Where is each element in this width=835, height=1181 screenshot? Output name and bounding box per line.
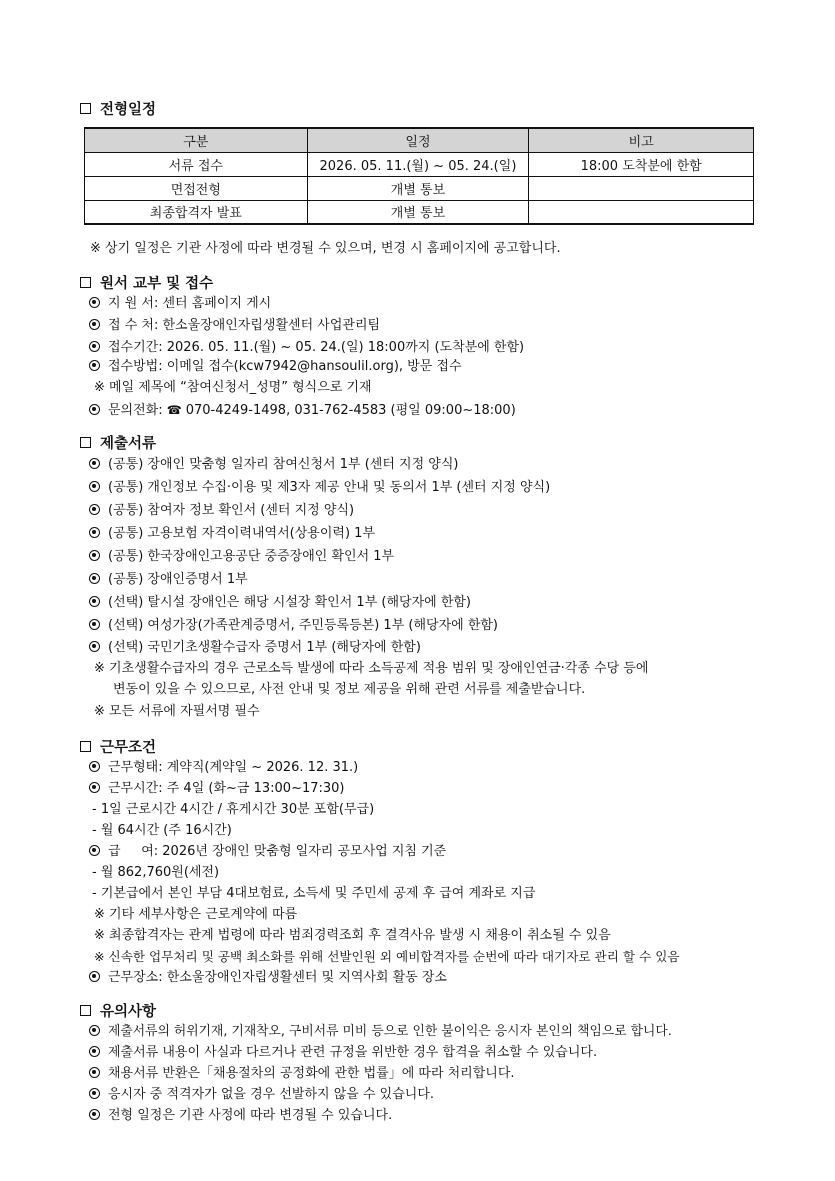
table-cell: 면접전형 xyxy=(85,176,308,200)
bullet-icon xyxy=(89,1046,100,1057)
documents-note: 변동이 있을 수 있으므로, 사전 안내 및 정보 제공을 위해 관련 서류를 제출받습니다. xyxy=(113,682,586,697)
section-title-text: 제출서류 xyxy=(100,436,157,452)
bullet-icon xyxy=(89,1067,100,1078)
contact-line: 문의전화: ☎ 070-4249-1498, 031-762-4583 (평일 09:00~18:00) xyxy=(89,402,516,419)
list-item: 응시자 중 적격자가 없을 경우 선발하지 않을 수 있습니다. xyxy=(89,1087,434,1103)
detail-line: - 월 862,760원(세전) xyxy=(92,865,220,880)
section-title-documents xyxy=(80,432,156,453)
bullet-icon xyxy=(89,504,100,515)
list-item: (공통) 참여자 정보 확인서 (센터 지정 양식) xyxy=(89,503,354,519)
bullet-icon xyxy=(89,341,100,352)
bullet-icon xyxy=(89,845,100,856)
list-item: 근무형태: 계약직(계약일 ~ 2026. 12. 31.) xyxy=(89,760,358,776)
section-title-notice xyxy=(80,1000,156,1021)
list-item: 채용서류 반환은「채용절차의 공정화에 관한 법률」에 따라 처리합니다. xyxy=(89,1066,515,1082)
list-item: 접수방법: 이메일 접수(kcw7942@hansoulil.org), 방문 접수 xyxy=(89,359,462,375)
documents-note: ※ 모든 서류에 자필서명 필수 xyxy=(94,704,260,719)
bullet-icon xyxy=(89,319,100,330)
section-title-text: 근무조건 xyxy=(100,740,157,756)
list-item: 근무장소: 한소울장애인자립생활센터 및 지역사회 활동 장소 xyxy=(89,970,447,986)
list-item: (선택) 여성가장(가족관계증명서, 주민등록등본) 1부 (해당자에 한함) xyxy=(89,618,498,634)
schedule-note: ※ 상기 일정은 기관 사정에 따라 변경될 수 있으며, 변경 시 홈페이지에 공고합니다. xyxy=(90,241,561,256)
bullet-icon xyxy=(89,761,100,772)
table-cell: 서류 접수 xyxy=(85,152,308,176)
table-cell xyxy=(529,176,754,200)
table-cell: 개별 통보 xyxy=(307,200,529,224)
bullet-icon xyxy=(89,550,100,561)
list-item: (공통) 장애인증명서 1부 xyxy=(89,572,248,588)
table-header-cell: 일정 xyxy=(307,128,529,152)
list-item: 접 수 처: 한소울장애인자립생활센터 사업관리팀 xyxy=(89,318,380,334)
phone-icon: ☎ xyxy=(166,403,182,417)
bullet-icon xyxy=(89,360,100,371)
bullet-icon xyxy=(89,481,100,492)
list-item: 지 원 서: 센터 홈페이지 게시 xyxy=(89,296,271,312)
section-title-conditions xyxy=(80,736,156,757)
list-item: (선택) 국민기초생활수급자 증명서 1부 (해당자에 한함) xyxy=(89,640,421,656)
checkbox-square-icon xyxy=(80,103,91,114)
detail-line: - 1일 근로시간 4시간 / 휴게시간 30분 포함(무급) xyxy=(92,802,375,817)
section-title-text: 전형일정 xyxy=(100,102,157,118)
table-cell: 2026. 05. 11.(월) ~ 05. 24.(일) xyxy=(307,152,529,176)
checkbox-square-icon xyxy=(80,1005,91,1016)
detail-line: - 월 64시간 (주 16시간) xyxy=(92,823,232,838)
checkbox-square-icon xyxy=(80,437,91,448)
checkbox-square-icon xyxy=(80,277,91,288)
bullet-icon xyxy=(89,782,100,793)
bullet-icon xyxy=(89,1088,100,1099)
list-item: 접수기간: 2026. 05. 11.(월) ~ 05. 24.(일) 18:00까지 (도착분에 한함) xyxy=(89,340,524,356)
documents-note: ※ 기초생활수급자의 경우 근로소득 발생에 따라 소득공제 적용 범위 및 장애인연금·각종 수당 등에 xyxy=(94,661,649,676)
table-row xyxy=(85,200,754,224)
list-item: (공통) 한국장애인고용공단 중증장애인 확인서 1부 xyxy=(89,549,394,565)
list-item: 제출서류 내용이 사실과 다르거나 관련 규정을 위반한 경우 합격을 취소할 수 있습니다. xyxy=(89,1045,597,1061)
bullet-icon xyxy=(89,596,100,607)
list-item: 전형 일정은 기관 사정에 따라 변경될 수 있습니다. xyxy=(89,1108,392,1124)
list-item: 근무시간: 주 4일 (화~금 13:00~17:30) xyxy=(89,781,345,797)
conditions-note: ※ 신속한 업무처리 및 공백 최소화를 위해 선발인원 외 예비합격자를 순번에 따라 대기자로 관리 할 수 있음 xyxy=(94,949,680,964)
bullet-icon xyxy=(89,641,100,652)
bullet-icon xyxy=(89,1025,100,1036)
table-row xyxy=(85,176,754,200)
bullet-icon xyxy=(89,573,100,584)
list-item: (공통) 고용보험 자격이력내역서(상용이력) 1부 xyxy=(89,526,375,542)
list-item: 제출서류의 허위기재, 기재착오, 구비서류 미비 등으로 인한 불이익은 응시자 본인의 책임으로 합니다. xyxy=(89,1024,672,1040)
section-title-text: 원서 교부 및 접수 xyxy=(100,276,214,292)
table-header-cell: 비고 xyxy=(529,128,754,152)
table-row xyxy=(85,152,754,176)
table-cell xyxy=(529,200,754,224)
bullet-icon xyxy=(89,404,100,415)
bullet-icon xyxy=(89,1109,100,1120)
bullet-icon xyxy=(89,527,100,538)
list-item: (공통) 장애인 맞춤형 일자리 참여신청서 1부 (센터 지정 양식) xyxy=(89,457,458,473)
bullet-icon xyxy=(89,971,100,982)
section-title-text: 유의사항 xyxy=(100,1004,157,1020)
table-header-cell: 구분 xyxy=(85,128,308,152)
list-item: 급 여: 2026년 장애인 맞춤형 일자리 공모사업 지침 기준 xyxy=(89,844,446,860)
bullet-icon xyxy=(89,619,100,630)
detail-line: - 기본급에서 본인 부담 4대보험료, 소득세 및 주민세 공제 후 급여 계좌로 지급 xyxy=(92,886,536,901)
section-title-schedule xyxy=(80,98,156,119)
section-title-application xyxy=(80,272,213,293)
checkbox-square-icon xyxy=(80,741,91,752)
table-cell: 개별 통보 xyxy=(307,176,529,200)
table-header-row xyxy=(85,128,754,152)
bullet-icon xyxy=(89,297,100,308)
table-cell: 18:00 도착분에 한함 xyxy=(529,152,754,176)
conditions-note: ※ 기타 세부사항은 근로계약에 따름 xyxy=(94,907,298,922)
list-item: (공통) 개인정보 수집·이용 및 제3자 제공 안내 및 동의서 1부 (센터 지정 양식) xyxy=(89,480,550,496)
table-cell: 최종합격자 발표 xyxy=(85,200,308,224)
bullet-icon xyxy=(89,458,100,469)
schedule-table xyxy=(84,127,754,225)
mail-note: ※ 메일 제목에 “참여신청서_성명” 형식으로 기재 xyxy=(94,380,372,395)
list-item: (선택) 탈시설 장애인은 해당 시설장 확인서 1부 (해당자에 한함) xyxy=(89,595,471,611)
conditions-note: ※ 최종합격자는 관계 법령에 따라 범죄경력조회 후 결격사유 발생 시 채용이 취소될 수 있음 xyxy=(94,928,611,943)
